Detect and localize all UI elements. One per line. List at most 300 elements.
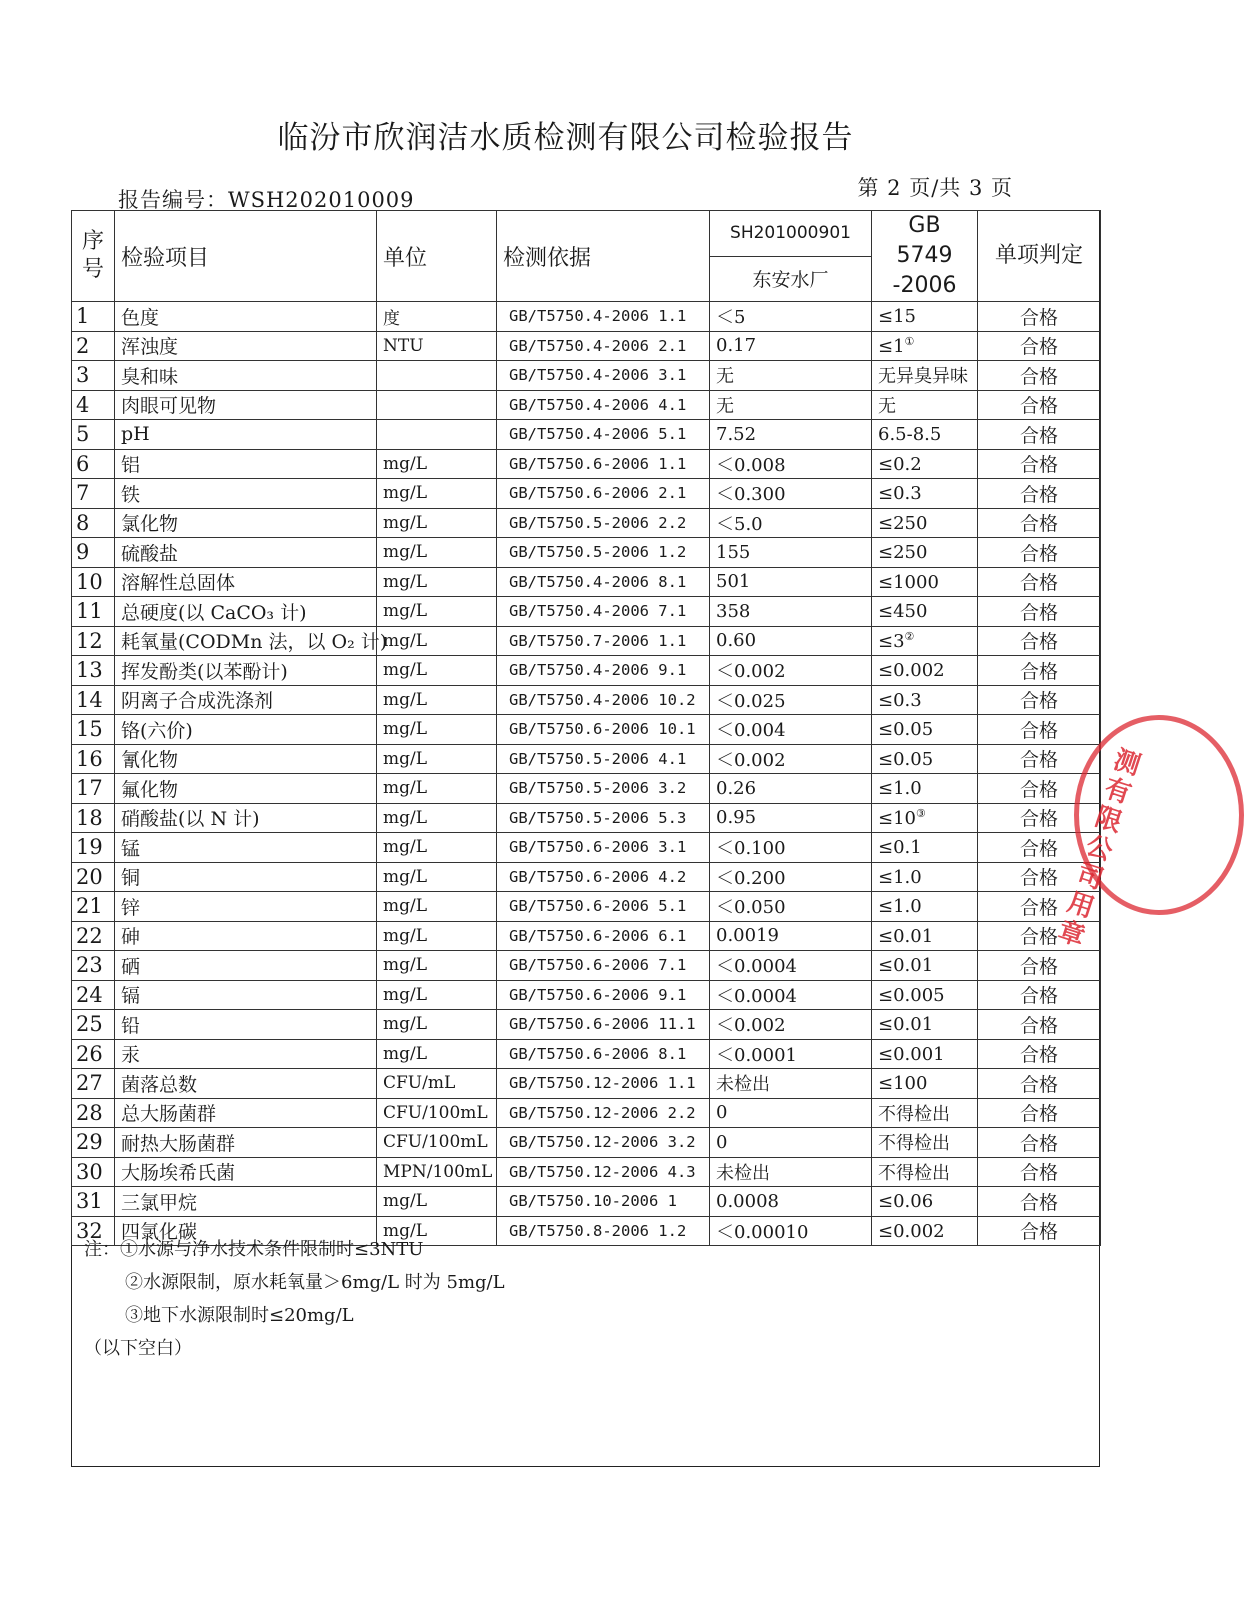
table-row bbox=[72, 302, 1101, 332]
row-index bbox=[72, 597, 115, 627]
item-unit-text: mg/L bbox=[383, 483, 428, 504]
standard-limit bbox=[872, 685, 978, 715]
judgement bbox=[978, 361, 1101, 391]
item-unit-text: mg/L bbox=[383, 1043, 428, 1064]
item-unit-text: mg/L bbox=[383, 542, 428, 563]
standard-limit-text: ≤1.0 bbox=[878, 896, 922, 918]
standard-limit-text: ≤1.0 bbox=[878, 866, 922, 888]
item-name-text: 硒 bbox=[121, 955, 141, 978]
item-unit-text: mg/L bbox=[383, 866, 428, 887]
test-method-text: GB/T5750.6-2006 10.1 bbox=[509, 720, 696, 739]
item-unit-text: mg/L bbox=[383, 719, 428, 740]
row-index-text: 24 bbox=[76, 982, 103, 1007]
test-method-text: GB/T5750.5-2006 3.2 bbox=[509, 779, 687, 798]
test-result bbox=[710, 1069, 872, 1099]
test-result-text: ＜0.025 bbox=[716, 690, 786, 712]
test-result-text: 0.17 bbox=[716, 335, 757, 357]
standard-limit bbox=[872, 715, 978, 745]
test-method bbox=[497, 597, 710, 627]
table-row bbox=[72, 1187, 1101, 1217]
test-method-text: GB/T5750.6-2006 11.1 bbox=[509, 1015, 696, 1034]
test-result bbox=[710, 479, 872, 509]
test-method bbox=[497, 1098, 710, 1128]
test-result-text: ＜0.002 bbox=[716, 1015, 786, 1037]
item-unit bbox=[377, 390, 497, 420]
test-method bbox=[497, 1010, 710, 1040]
test-method-text: GB/T5750.4-2006 5.1 bbox=[509, 425, 687, 444]
item-name-text: 铁 bbox=[121, 483, 141, 506]
judgement bbox=[978, 538, 1101, 568]
test-method bbox=[497, 331, 710, 361]
row-index-text: 1 bbox=[76, 304, 90, 329]
item-name bbox=[115, 980, 377, 1010]
item-name bbox=[115, 1098, 377, 1128]
judgement-text: 合格 bbox=[1019, 1014, 1058, 1037]
judgement bbox=[978, 508, 1101, 538]
item-name bbox=[115, 331, 377, 361]
judgement-text: 合格 bbox=[1019, 601, 1058, 624]
test-method bbox=[497, 390, 710, 420]
standard-limit-text: ≤0.002 bbox=[878, 660, 945, 682]
standard-limit-text: 无异臭异味 bbox=[878, 366, 968, 388]
row-index-text: 2 bbox=[76, 333, 90, 358]
item-unit bbox=[377, 1128, 497, 1158]
standard-limit bbox=[872, 951, 978, 981]
test-result-text: 0.0019 bbox=[716, 925, 779, 947]
item-name bbox=[115, 715, 377, 745]
item-unit bbox=[377, 715, 497, 745]
test-result bbox=[710, 1157, 872, 1187]
test-method-text: GB/T5750.6-2006 3.1 bbox=[509, 838, 687, 857]
standard-limit bbox=[872, 597, 978, 627]
table-row bbox=[72, 420, 1101, 450]
test-method bbox=[497, 744, 710, 774]
row-index-text: 20 bbox=[76, 864, 103, 889]
row-index bbox=[72, 626, 115, 656]
judgement-text: 合格 bbox=[1019, 542, 1058, 565]
item-unit-text: mg/L bbox=[383, 1191, 428, 1212]
item-unit-text: mg/L bbox=[383, 689, 428, 710]
table-row bbox=[72, 833, 1101, 863]
row-index bbox=[72, 951, 115, 981]
test-result bbox=[710, 951, 872, 981]
test-result-text: ＜5 bbox=[716, 307, 746, 329]
row-index bbox=[72, 1010, 115, 1040]
row-index-text: 14 bbox=[76, 687, 103, 712]
standard-limit-text: ≤0.3 bbox=[878, 689, 922, 711]
test-method bbox=[497, 803, 710, 833]
test-result-text: 0 bbox=[716, 1131, 728, 1153]
test-method bbox=[497, 892, 710, 922]
test-method bbox=[497, 715, 710, 745]
test-method bbox=[497, 538, 710, 568]
item-name-text: 氟化物 bbox=[121, 778, 179, 801]
row-index bbox=[72, 331, 115, 361]
item-unit-text: NTU bbox=[383, 335, 424, 356]
item-name-text: 三氯甲烷 bbox=[121, 1191, 198, 1214]
row-index-text: 23 bbox=[76, 953, 103, 978]
test-method bbox=[497, 1157, 710, 1187]
judgement-text: 合格 bbox=[1019, 336, 1058, 359]
standard-limit bbox=[872, 508, 978, 538]
test-result bbox=[710, 1216, 872, 1246]
standard-limit-text: ≤0.05 bbox=[878, 748, 934, 770]
judgement-text: 合格 bbox=[1019, 660, 1058, 683]
test-method-text: GB/T5750.4-2006 10.2 bbox=[509, 690, 696, 709]
row-index bbox=[72, 449, 115, 479]
header-sample-id: SH201000901 bbox=[710, 211, 872, 257]
standard-limit bbox=[872, 1069, 978, 1099]
judgement-text: 合格 bbox=[1019, 778, 1058, 801]
row-index-text: 12 bbox=[76, 628, 103, 653]
item-name-text: 总大肠菌群 bbox=[121, 1103, 217, 1126]
test-method bbox=[497, 302, 710, 332]
standard-limit bbox=[872, 538, 978, 568]
row-index-text: 10 bbox=[76, 569, 103, 594]
judgement bbox=[978, 1010, 1101, 1040]
judgement-text: 合格 bbox=[1019, 424, 1058, 447]
judgement-text: 合格 bbox=[1019, 572, 1058, 595]
table-row bbox=[72, 656, 1101, 686]
standard-limit bbox=[872, 390, 978, 420]
test-result bbox=[710, 774, 872, 804]
item-unit bbox=[377, 892, 497, 922]
judgement-text: 合格 bbox=[1019, 719, 1058, 742]
judgement bbox=[978, 626, 1101, 656]
test-result bbox=[710, 715, 872, 745]
test-result bbox=[710, 567, 872, 597]
standard-limit bbox=[872, 862, 978, 892]
row-index bbox=[72, 1128, 115, 1158]
item-unit bbox=[377, 862, 497, 892]
item-name bbox=[115, 597, 377, 627]
standard-limit bbox=[872, 1157, 978, 1187]
row-index bbox=[72, 892, 115, 922]
test-result bbox=[710, 1187, 872, 1217]
item-unit bbox=[377, 626, 497, 656]
judgement bbox=[978, 951, 1101, 981]
item-name-text: 阴离子合成洗涤剂 bbox=[121, 690, 274, 713]
test-method bbox=[497, 361, 710, 391]
header-sample-site: 东安水厂 bbox=[710, 256, 872, 302]
table-row bbox=[72, 1098, 1101, 1128]
standard-limit-text: ≤0.01 bbox=[878, 925, 934, 947]
standard-limit bbox=[872, 302, 978, 332]
row-index bbox=[72, 1039, 115, 1069]
test-method bbox=[497, 951, 710, 981]
judgement bbox=[978, 449, 1101, 479]
test-result-text: 0 bbox=[716, 1102, 728, 1124]
test-result-text: ＜0.0001 bbox=[716, 1044, 797, 1066]
test-result-text: 0.26 bbox=[716, 777, 757, 799]
row-index-text: 7 bbox=[76, 481, 90, 506]
limit-footnote-mark: ② bbox=[904, 629, 915, 643]
table-row bbox=[72, 1128, 1101, 1158]
item-name bbox=[115, 803, 377, 833]
test-result bbox=[710, 656, 872, 686]
judgement bbox=[978, 1187, 1101, 1217]
standard-limit bbox=[872, 1187, 978, 1217]
standard-limit bbox=[872, 479, 978, 509]
judgement bbox=[978, 420, 1101, 450]
item-name bbox=[115, 1039, 377, 1069]
row-index bbox=[72, 567, 115, 597]
standard-limit-text: ≤15 bbox=[878, 306, 916, 328]
test-result-text: 0.0008 bbox=[716, 1190, 779, 1212]
standard-limit bbox=[872, 1010, 978, 1040]
item-name bbox=[115, 390, 377, 420]
test-result-text: 0.95 bbox=[716, 807, 757, 829]
item-name bbox=[115, 685, 377, 715]
item-unit bbox=[377, 774, 497, 804]
judgement-text: 合格 bbox=[1019, 631, 1058, 654]
judgement-text: 合格 bbox=[1019, 513, 1058, 536]
item-unit-text: mg/L bbox=[383, 807, 428, 828]
row-index-text: 26 bbox=[76, 1041, 103, 1066]
standard-limit bbox=[872, 626, 978, 656]
test-method bbox=[497, 921, 710, 951]
row-index bbox=[72, 390, 115, 420]
test-method-text: GB/T5750.6-2006 7.1 bbox=[509, 956, 687, 975]
standard-limit bbox=[872, 420, 978, 450]
item-name-text: 氰化物 bbox=[121, 749, 179, 772]
row-index bbox=[72, 685, 115, 715]
header-unit: 单位 bbox=[377, 211, 497, 302]
judgement bbox=[978, 1128, 1101, 1158]
header-index: 序号 bbox=[72, 211, 115, 302]
item-name bbox=[115, 833, 377, 863]
judgement-text: 合格 bbox=[1019, 1103, 1058, 1126]
test-result bbox=[710, 833, 872, 863]
test-method bbox=[497, 833, 710, 863]
standard-limit-text: 无 bbox=[878, 395, 896, 417]
table-row bbox=[72, 331, 1101, 361]
judgement-text: 合格 bbox=[1019, 483, 1058, 506]
item-unit-text: mg/L bbox=[383, 837, 428, 858]
test-method bbox=[497, 479, 710, 509]
test-result-text: ＜0.0004 bbox=[716, 956, 797, 978]
item-unit-text: CFU/100mL bbox=[383, 1102, 488, 1123]
item-unit bbox=[377, 597, 497, 627]
test-method bbox=[497, 567, 710, 597]
test-result bbox=[710, 685, 872, 715]
item-name-text: 臭和味 bbox=[121, 365, 179, 388]
test-result bbox=[710, 921, 872, 951]
test-method-text: GB/T5750.6-2006 4.2 bbox=[509, 867, 687, 886]
item-name-text: 肉眼可见物 bbox=[121, 395, 217, 418]
test-result-text: ＜0.0004 bbox=[716, 985, 797, 1007]
row-index-text: 32 bbox=[76, 1218, 103, 1243]
judgement bbox=[978, 331, 1101, 361]
row-index-text: 6 bbox=[76, 451, 90, 476]
item-unit bbox=[377, 1187, 497, 1217]
table-row bbox=[72, 744, 1101, 774]
report-title: 临汾市欣润洁水质检测有限公司检验报告 bbox=[277, 120, 854, 156]
standard-limit-text: ≤0.005 bbox=[878, 984, 945, 1006]
table-row bbox=[72, 449, 1101, 479]
test-method bbox=[497, 420, 710, 450]
standard-limit-text: ≤0.2 bbox=[878, 453, 922, 475]
item-unit bbox=[377, 980, 497, 1010]
judgement-text: 合格 bbox=[1019, 365, 1058, 388]
test-method bbox=[497, 1069, 710, 1099]
item-name-text: 挥发酚类(以苯酚计) bbox=[121, 660, 288, 683]
item-name-text: 溶解性总固体 bbox=[121, 572, 236, 595]
judgement-text: 合格 bbox=[1019, 306, 1058, 329]
row-index bbox=[72, 479, 115, 509]
standard-limit-text: ≤0.001 bbox=[878, 1043, 945, 1065]
item-name-text: 硝酸盐(以 N 计) bbox=[121, 808, 260, 831]
item-name bbox=[115, 538, 377, 568]
item-name-text: 氯化物 bbox=[121, 513, 179, 536]
row-index bbox=[72, 508, 115, 538]
judgement bbox=[978, 656, 1101, 686]
row-index-text: 3 bbox=[76, 363, 90, 388]
test-result-text: 7.52 bbox=[716, 423, 757, 445]
item-unit-text: mg/L bbox=[383, 984, 428, 1005]
note-2: ②水源限制，原水耗氧量＞6mg/L 时为 5mg/L bbox=[125, 1272, 505, 1293]
judgement-text: 合格 bbox=[1019, 1162, 1058, 1185]
test-result bbox=[710, 1098, 872, 1128]
test-method-text: GB/T5750.5-2006 1.2 bbox=[509, 543, 687, 562]
item-name bbox=[115, 774, 377, 804]
standard-limit-text: 不得检出 bbox=[878, 1162, 950, 1184]
table-row bbox=[72, 626, 1101, 656]
test-method bbox=[497, 1039, 710, 1069]
test-result bbox=[710, 538, 872, 568]
judgement bbox=[978, 479, 1101, 509]
judgement bbox=[978, 1069, 1101, 1099]
table-row bbox=[72, 1069, 1101, 1099]
item-name-text: 铬(六价) bbox=[121, 719, 193, 742]
item-unit bbox=[377, 508, 497, 538]
standard-limit-text: ≤0.3 bbox=[878, 483, 922, 505]
row-index bbox=[72, 361, 115, 391]
item-unit bbox=[377, 921, 497, 951]
seal-text: 测有限公司 用章 bbox=[1054, 744, 1145, 953]
standard-limit bbox=[872, 833, 978, 863]
item-name-text: 镉 bbox=[121, 985, 141, 1008]
item-name-text: pH bbox=[121, 423, 150, 446]
judgement bbox=[978, 1039, 1101, 1069]
row-index bbox=[72, 302, 115, 332]
row-index bbox=[72, 715, 115, 745]
judgement bbox=[978, 567, 1101, 597]
judgement-text: 合格 bbox=[1019, 1221, 1058, 1244]
standard-limit-text: ≤10 bbox=[878, 807, 916, 829]
table-row bbox=[72, 1039, 1101, 1069]
test-result-text: 358 bbox=[716, 600, 751, 622]
table-row bbox=[72, 715, 1101, 745]
row-index bbox=[72, 656, 115, 686]
standard-limit-text: ≤1.0 bbox=[878, 778, 922, 800]
table-row bbox=[72, 1157, 1101, 1187]
judgement-text: 合格 bbox=[1019, 690, 1058, 713]
standard-limit bbox=[872, 1098, 978, 1128]
item-unit-text: mg/L bbox=[383, 601, 428, 622]
item-name bbox=[115, 449, 377, 479]
item-unit bbox=[377, 449, 497, 479]
item-unit-text: MPN/100mL bbox=[383, 1161, 493, 1182]
item-name-text: 耐热大肠菌群 bbox=[121, 1132, 236, 1155]
test-result-text: ＜0.002 bbox=[716, 661, 786, 683]
item-unit-text: mg/L bbox=[383, 955, 428, 976]
test-method bbox=[497, 508, 710, 538]
note-3: ③地下水源限制时≤20mg/L bbox=[125, 1305, 354, 1326]
judgement bbox=[978, 685, 1101, 715]
test-method-text: GB/T5750.6-2006 1.1 bbox=[509, 454, 687, 473]
item-name bbox=[115, 951, 377, 981]
item-name-text: 菌落总数 bbox=[121, 1073, 198, 1096]
table-row bbox=[72, 921, 1101, 951]
test-method-text: GB/T5750.4-2006 3.1 bbox=[509, 366, 687, 385]
judgement-text: 合格 bbox=[1019, 1073, 1058, 1096]
results-table bbox=[71, 210, 1101, 1246]
header-item: 检验项目 bbox=[115, 211, 377, 302]
standard-limit bbox=[872, 892, 978, 922]
table-row bbox=[72, 685, 1101, 715]
test-method-text: GB/T5750.12-2006 4.3 bbox=[509, 1162, 696, 1181]
test-result-text: ＜0.00010 bbox=[716, 1221, 809, 1243]
test-method bbox=[497, 774, 710, 804]
standard-limit bbox=[872, 921, 978, 951]
item-name-text: 锌 bbox=[121, 896, 141, 919]
test-result-text: ＜5.0 bbox=[716, 513, 763, 535]
table-row bbox=[72, 567, 1101, 597]
standard-limit-text: 不得检出 bbox=[878, 1103, 950, 1125]
row-index bbox=[72, 538, 115, 568]
standard-limit-text: ≤0.01 bbox=[878, 1014, 934, 1036]
item-unit bbox=[377, 479, 497, 509]
item-name bbox=[115, 302, 377, 332]
standard-limit-text: ≤450 bbox=[878, 601, 928, 623]
test-method-text: GB/T5750.4-2006 4.1 bbox=[509, 395, 687, 414]
row-index-text: 15 bbox=[76, 717, 103, 742]
test-result-text: ＜0.300 bbox=[716, 484, 786, 506]
judgement-text: 合格 bbox=[1019, 837, 1058, 860]
row-index-text: 30 bbox=[76, 1159, 103, 1184]
row-index-text: 4 bbox=[76, 392, 90, 417]
item-unit-text: mg/L bbox=[383, 571, 428, 592]
test-method-text: GB/T5750.10-2006 1 bbox=[509, 1192, 677, 1211]
standard-limit-text: ≤250 bbox=[878, 542, 928, 564]
item-name-text: 砷 bbox=[121, 926, 141, 949]
judgement-text: 合格 bbox=[1019, 808, 1058, 831]
item-unit bbox=[377, 1157, 497, 1187]
test-result bbox=[710, 1128, 872, 1158]
row-index-text: 9 bbox=[76, 540, 90, 565]
item-name-text: 总硬度(以 CaCO₃ 计) bbox=[121, 601, 307, 624]
test-method bbox=[497, 1216, 710, 1246]
item-unit-text: mg/L bbox=[383, 660, 428, 681]
row-index-text: 29 bbox=[76, 1130, 103, 1155]
row-index-text: 31 bbox=[76, 1189, 103, 1214]
judgement bbox=[978, 980, 1101, 1010]
judgement-text: 合格 bbox=[1019, 955, 1058, 978]
table-row bbox=[72, 597, 1101, 627]
test-method-text: GB/T5750.4-2006 8.1 bbox=[509, 572, 687, 591]
row-index bbox=[72, 803, 115, 833]
test-result-text: ＜0.100 bbox=[716, 838, 786, 860]
judgement bbox=[978, 1216, 1101, 1246]
row-index bbox=[72, 980, 115, 1010]
table-row bbox=[72, 774, 1101, 804]
standard-limit-text: ≤0.01 bbox=[878, 955, 934, 977]
item-unit bbox=[377, 833, 497, 863]
test-method bbox=[497, 862, 710, 892]
item-unit bbox=[377, 803, 497, 833]
item-unit bbox=[377, 331, 497, 361]
